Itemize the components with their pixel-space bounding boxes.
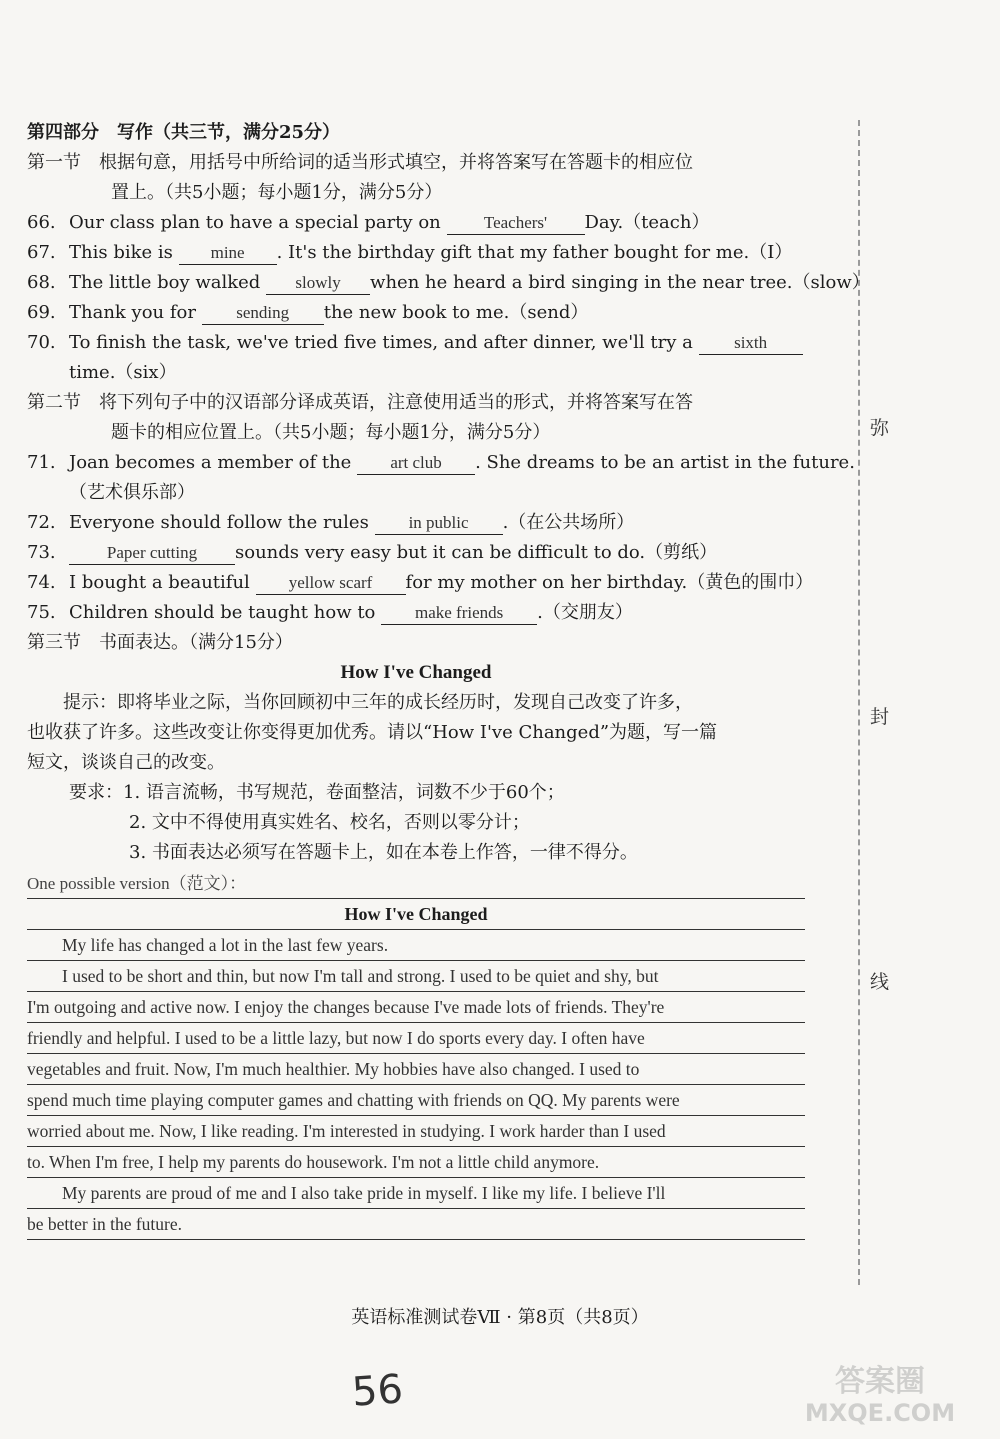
answer-blank-67: mine — [179, 242, 277, 265]
question-74: 74. I bought a beautiful yellow scarf for my mother on her birthday.（黄色的围巾） — [27, 572, 814, 593]
answer-blank-75: make friends — [381, 602, 537, 625]
prompt-line-b: 也收获了许多。这些改变让你变得更加优秀。请以“How I've Changed”为题，写一篇 — [27, 722, 718, 743]
section3-title: 第三节 书面表达。（满分15分） — [27, 632, 293, 653]
question-71: 71. Joan becomes a member of the art club . She dreams to be an artist in the future. — [27, 452, 855, 473]
section2-title-b: 题卡的相应位置上。（共5小题；每小题1分，满分5分） — [111, 422, 551, 443]
sample-lead: One possible version（范文）： — [27, 870, 805, 899]
watermark-bottom: MXQE.COM — [804, 1399, 956, 1427]
question-73: 73. Paper cutting sounds very easy but it can be difficult to do.（剪纸） — [27, 542, 718, 563]
essay-line: spend much time playing computer games and chatting with friends on QQ. My parents were — [27, 1085, 805, 1116]
essay-line: worried about me. Now, I like reading. I'm interested in studying. I work harder than I used — [27, 1116, 805, 1147]
question-67: 67. This bike is mine . It's the birthday gift that my father bought for me.（I） — [27, 242, 793, 263]
question-70-cont: time.（six） — [69, 362, 177, 383]
question-75: 75. Children should be taught how to make friends .（交朋友） — [27, 602, 633, 623]
writing-part — [27, 118, 870, 1240]
essay-line: friendly and helpful. I used to be a little lazy, but now I do sports every day. I often have — [27, 1023, 805, 1054]
page-footer: 英语标准测试卷Ⅶ · 第8页（共8页） — [351, 1307, 649, 1328]
answer-blank-74: yellow scarf — [256, 572, 406, 595]
question-71-hint: （艺术俱乐部） — [69, 482, 195, 503]
requirement-1: 要求：1. 语言流畅，书写规范，卷面整洁，词数不少于60个； — [69, 782, 565, 803]
question-72: 72. Everyone should follow the rules in public .（在公共场所） — [27, 512, 635, 533]
essay-line: I'm outgoing and active now. I enjoy the changes because I've made lots of friends. They're — [27, 992, 805, 1023]
part-title: 第四部分 写作（共三节，满分25分） — [27, 122, 341, 143]
answer-blank-73: Paper cutting — [69, 542, 235, 565]
section1-title-a: 第一节 根据句意，用括号中所给词的适当形式填空，并将答案写在答题卡的相应位 — [27, 152, 693, 173]
essay-line: My life has changed a lot in the last few years. — [27, 930, 805, 961]
sample-title: How I've Changed — [27, 899, 805, 930]
question-70: 70. To finish the task, we've tried five times, and after dinner, we'll try a sixth — [27, 328, 805, 358]
essay-title: How I've Changed — [340, 662, 492, 683]
requirement-3: 3. 书面表达必须写在答题卡上，如在本卷上作答，一律不得分。 — [129, 842, 638, 863]
section1-title-b: 置上。（共5小题；每小题1分，满分5分） — [111, 182, 443, 203]
sample-essay — [27, 870, 805, 1240]
seal-char-3: 线 — [870, 971, 890, 993]
essay-line: be better in the future. — [27, 1209, 805, 1240]
prompt-line-c: 短文，谈谈自己的改变。 — [27, 752, 225, 773]
answer-blank-69: sending — [202, 302, 324, 325]
watermark-top: 答案圈 — [835, 1364, 925, 1399]
seal-dashed-line — [858, 120, 860, 1285]
question-66: 66. Our class plan to have a special party on Teachers' Day.（teach） — [27, 212, 710, 233]
question-68: 68. The little boy walked slowly when he heard a bird singing in the near tree.（slow） — [27, 272, 870, 293]
answer-blank-72: in public — [375, 512, 503, 535]
requirement-2: 2. 文中不得使用真实姓名、校名，否则以零分计； — [129, 812, 530, 833]
prompt-line-a: 提示：即将毕业之际，当你回顾初中三年的成长经历时，发现自己改变了许多， — [63, 692, 693, 713]
essay-line: to. When I'm free, I help my parents do housework. I'm not a little child anymore. — [27, 1147, 805, 1178]
seal-char-1: 弥 — [870, 417, 890, 439]
question-69: 69. Thank you for sending the new book to me.（send） — [27, 302, 589, 323]
handwritten-page-number: 56 — [350, 1366, 405, 1416]
essay-line: My parents are proud of me and I also take pride in myself. I like my life. I believe I'll — [27, 1178, 805, 1209]
site-watermark-logo — [780, 1357, 980, 1429]
section2-title-a: 第二节 将下列句子中的汉语部分译成英语，注意使用适当的形式，并将答案写在答 — [27, 392, 693, 413]
answer-blank-70: sixth — [699, 332, 803, 355]
answer-blank-68: slowly — [266, 272, 370, 295]
essay-line: I used to be short and thin, but now I'm tall and strong. I used to be quiet and shy, but — [27, 961, 805, 992]
answer-blank-71: art club — [357, 452, 475, 475]
answer-blank-66: Teachers' — [447, 212, 585, 235]
seal-char-2: 封 — [870, 706, 890, 728]
essay-line: vegetables and fruit. Now, I'm much healthier. My hobbies have also changed. I used to — [27, 1054, 805, 1085]
